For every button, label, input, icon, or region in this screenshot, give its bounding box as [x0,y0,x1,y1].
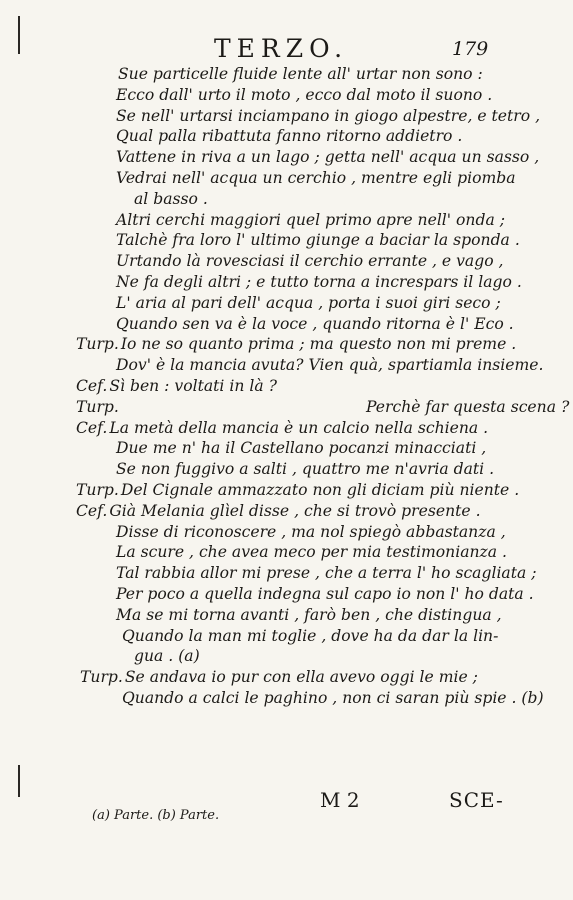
verse-line-text: La metà della mancia è un calcio nella schiena . [109,418,489,437]
verse-line-text: Perchè far questa scena ? [366,397,570,416]
verse-line-text: Urtando là rovesciasi il cerchio errante , e vago , [116,252,504,271]
margin-mark [18,765,20,797]
verse-line-text: Se non fuggivo a salti , quattro me n'avria dati . [116,460,495,479]
verse-line [116,272,522,292]
verse-line-text: L' aria al pari dell' acqua , porta i suoi giri seco ; [116,293,501,312]
verse-line [116,314,514,334]
verse-line-text: Vattene in riva a un lago ; getta nell' acqua un sasso , [116,148,540,167]
verse-line [76,334,516,354]
verse-line-text: Del Cignale ammazzato non gli diciam più niente . [120,481,520,499]
verse-line [116,605,502,625]
running-title: TERZO. [214,34,349,63]
verse-line-text: Due me n' ha il Castellano pocanzi minacciati , [116,439,487,458]
verse-line-text: Quando a calci le paghino , non ci saran più spie . (b) [122,689,544,707]
verse-line-text: Sue particelle fluide lente all' urtar non sono : [118,65,483,83]
speaker-name: Turp. [76,397,119,416]
speaker-name: Cef. [76,501,108,520]
verse-line-text: Già Melania glìel disse , che si trovò presente . [109,501,481,520]
verse-line [116,126,462,146]
verse-line-text: gua . (a) [134,647,200,666]
verse-line [122,626,498,646]
verse-line-text: Se andava io pur con ella avevo oggi le mie ; [124,668,478,687]
verse-line [116,522,506,542]
verse-line-text: Tal rabbia allor mi prese , che a terra l' ho scagliata ; [116,564,537,583]
verse-line [76,418,488,438]
verse-line [76,397,570,417]
verse-line-text: Disse di riconoscere , ma nol spiegò abbastanza , [116,522,506,541]
verse-line-text: Altri cerchi maggiori quel primo apre nell' onda ; [116,210,505,229]
catchword: SCE- [449,788,504,812]
verse-line-text: Ecco dall' urto il moto , ecco dal moto il suono . [116,85,493,104]
verse-line [116,293,501,313]
verse-line [134,189,208,209]
speaker-name: Turp. [76,335,119,354]
verse-line-text: Io ne so quanto prima ; ma questo non mi preme . [120,335,517,354]
verse-line-text: Talchè fra loro l' ultimo giunge a baciar la sponda . [116,231,520,250]
verse-line [118,64,483,84]
verse-line-text: al basso . [134,189,208,208]
verse-line-text: Quando la man mi toglie , dove ha da dar la lin- [122,626,499,645]
verse-line [116,542,507,562]
verse-line [116,355,543,375]
verse-line [116,147,539,167]
verse-line-text: Sì ben : voltati in là ? [109,377,277,395]
speaker-name: Cef. [76,377,108,395]
page-number: 179 [452,38,489,60]
verse-line [116,230,520,250]
verse-line [116,251,504,271]
verse-line [116,584,534,604]
verse-line [122,688,544,708]
verse-line [80,667,478,687]
speaker-name: Turp. [80,668,123,687]
verse-line-text: Se nell' urtarsi inciampano in giogo alpestre, e tetro , [116,106,541,125]
verse-line [116,106,540,126]
footnotes: (a) Parte. (b) Parte. [92,808,220,823]
speaker-name: Turp. [76,481,119,499]
verse-line [116,563,537,583]
verse-line-text: Ma se mi torna avanti , farò ben , che distingua , [116,605,502,624]
signature-mark: M 2 [320,788,360,812]
verse-line [76,501,481,521]
verse-line-text: Vedrai nell' acqua un cerchio , mentre egli piomba [116,169,516,187]
verse-line-text: Ne fa degli altri ; e tutto torna a increspars il lago . [116,273,522,291]
verse-line [116,85,492,105]
verse-line [76,376,277,396]
verse-line [116,438,486,458]
verse-line-text: La scure , che avea meco per mia testimonianza . [116,543,507,562]
verse-line-text: Dov' è la mancia avuta? Vien quà, spartiamla insieme. [116,356,544,375]
verse-line [116,459,494,479]
verse-line-text: Quando sen va è la voce , quando ritorna è l' Eco . [116,314,514,333]
verse-line-text: Qual palla ribattuta fanno ritorno addietro . [116,127,463,146]
verse-line [116,168,516,188]
verse-line [116,210,505,230]
verse-line [76,480,519,500]
verse-line [134,646,200,666]
verse-line-text: Per poco a quella indegna sul capo io non l' ho data . [116,585,534,603]
speaker-name: Cef. [76,418,108,437]
